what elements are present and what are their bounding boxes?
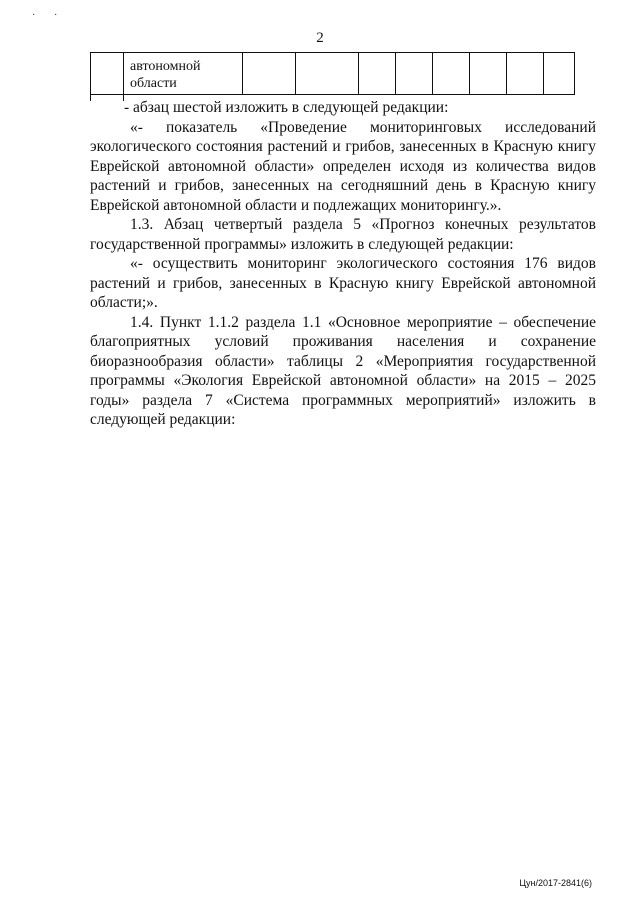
table-cell — [507, 53, 544, 95]
paragraph-instruction: - абзац шестой изложить в следующей редакции: — [124, 99, 449, 116]
document-code: Цун/2017-2841(6) — [519, 878, 592, 888]
table-cell — [433, 53, 470, 95]
page-number: 2 — [316, 30, 324, 46]
table-cell — [91, 53, 124, 95]
table-cell — [396, 53, 433, 95]
table-fragment — [90, 52, 575, 95]
paragraph-item-1-4: 1.4. Пункт 1.1.2 раздела 1.1 «Основное мероприятие – обеспечение благоприятных условий проживания населения и сохранение биоразнообразия области» таблицы 2 «Мероприятия государственной программы «Экология Еврейской автономной области» на 2015 – 2025 годы» раздела 7 «Система программных мероприятий» изложить в следующей редакции: — [90, 313, 596, 428]
table-cell — [470, 53, 507, 95]
paragraph-quoted-indicator: «- показатель «Проведение мониторинговых исследований экологического состояния растений и грибов, занесенных в Красную книгу Еврейской автономной области» определен исходя из количества видов растений и грибов, занесенных на сегодняшний день в Красную книгу Еврейской автономной области и подлежащих мониторингу.». — [90, 118, 596, 214]
table-cell-label — [124, 53, 243, 95]
scan-speck: · — [32, 10, 36, 21]
table-cell — [544, 53, 575, 95]
paragraph-quoted-monitoring: «- осуществить мониторинг экологического состояния 176 видов растений и грибов, занесенных в Красную книгу Еврейской автономной области;». — [90, 255, 596, 311]
scan-speck: · — [54, 10, 58, 21]
cell-line: области — [130, 76, 177, 91]
paragraph-item-1-3: 1.3. Абзац четвертый раздела 5 «Прогноз конечных результатов государственной программы» изложить в следующей редакции: — [90, 216, 596, 253]
table-cell — [296, 53, 359, 95]
document-body — [90, 98, 596, 430]
table-cell — [359, 53, 396, 95]
cell-line: автономной — [130, 59, 201, 74]
table-cell — [243, 53, 296, 95]
